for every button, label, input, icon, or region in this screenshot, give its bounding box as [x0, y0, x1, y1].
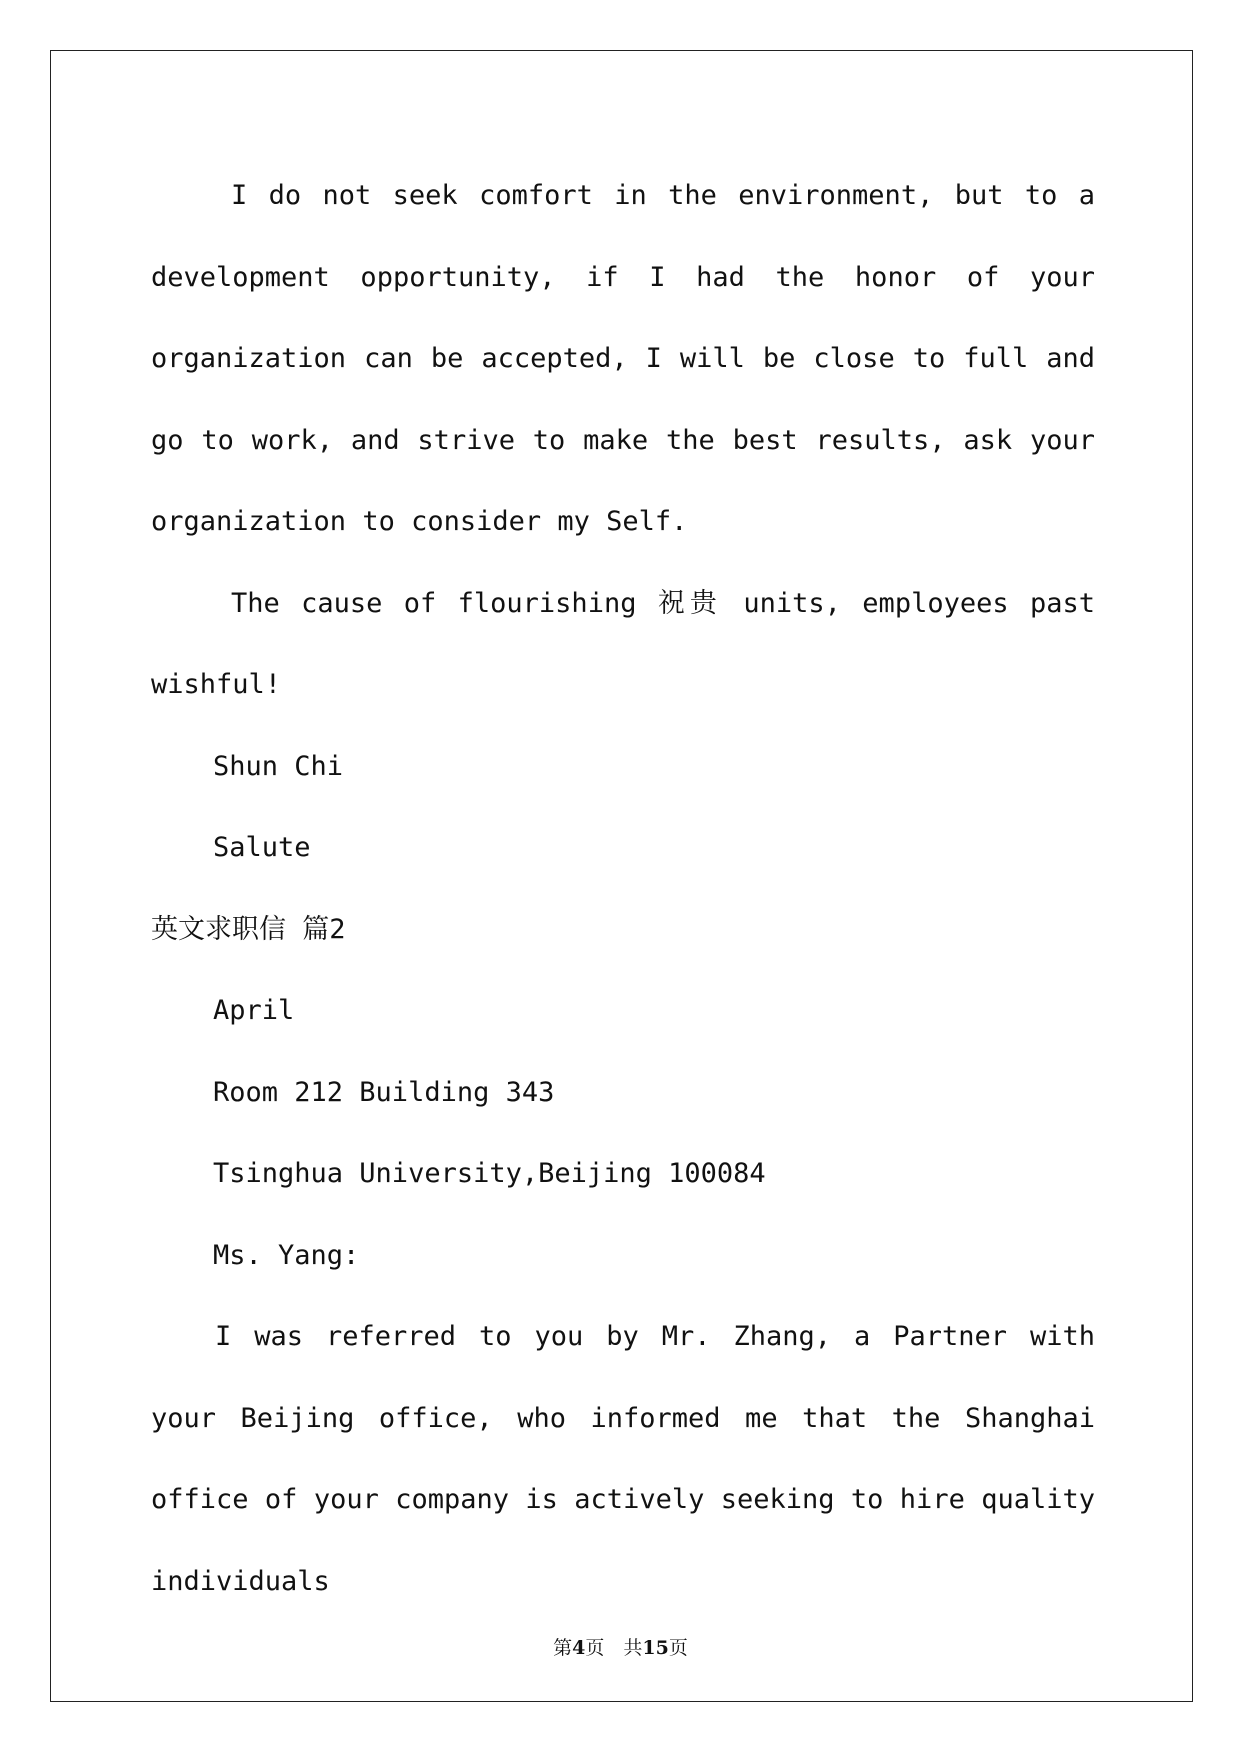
page-footer [0, 1633, 1241, 1660]
letter-body-paragraph: I was referred to you by Mr. Zhang, a Partner with your Beijing office, who informed me that the Shanghai office of your company is actively seeking to hire quality individuals [151, 1321, 1095, 1597]
footer-middle: 页 共 [585, 1637, 643, 1659]
closing-line-1: Shun Chi [213, 750, 344, 782]
document-body [151, 155, 1095, 1622]
footer-suffix: 页 [668, 1637, 688, 1659]
footer-prefix: 第 [553, 1637, 573, 1659]
section-heading: 英文求职信 篇2 [151, 913, 346, 945]
closing-line-2: Salute [213, 832, 311, 863]
address-line-2: Tsinghua University,Beijing 100084 [213, 1158, 766, 1189]
footer-total-pages: 15 [642, 1637, 669, 1659]
salutation: Ms. Yang: [213, 1239, 360, 1271]
paragraph-comfort: I do not seek comfort in the environment, but to a development opportunity, if I had the honor of your organization can be accepted, I will be close to full and go to work, and strive to make the best results, ask your organization to consider my Self. [151, 180, 1095, 537]
paragraph-wishes: The cause of flourishing 祝贵 units, employees past wishful! [151, 587, 1095, 700]
footer-page-number: 4 [572, 1637, 586, 1659]
letter-date: April [213, 995, 295, 1026]
address-line-1: Room 212 Building 343 [213, 1076, 555, 1108]
